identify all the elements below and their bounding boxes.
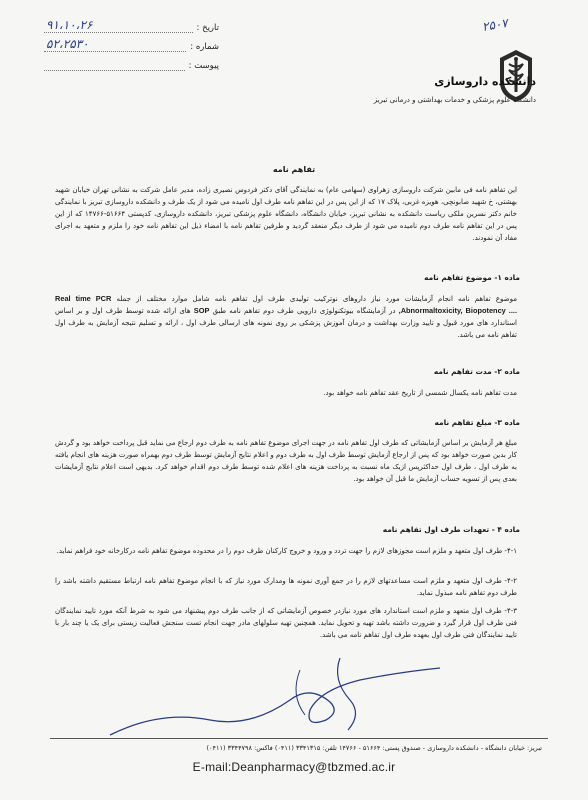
attachment-row	[44, 52, 219, 71]
university-subtitle: دانشگاه علوم پزشکی و خدمات بهداشتی و درمانی تبریز	[373, 96, 536, 104]
footer-address: تبریز: خیابان دانشگاه - دانشکده داروسازی - صندوق پستی: ۵۱۶۶۴ - ۱۴۷۶۶ تلفن: ۳۳۴۱۳۱۵ (۰۴۱۱) فاکس: ۳۳۴۴۷۹۸ (۰۴۱۱)	[206, 744, 542, 752]
university-name: دانشکده داروسازی	[434, 75, 536, 88]
date-label: تاریخ :	[196, 23, 219, 33]
clause-4-1: ۴-۱- طرف اول متعهد و ملزم است مجوزهای لازم را جهت تردد و ورود و خروج کارکنان طرف دوم را در محدوده موضوع تفاهم نامه درکارخانه خود فراهم نماید.	[56, 547, 517, 555]
article1-text-a: موضوع تفاهم نامه انجام آزمایشات مورد نیاز داروهای نوترکیب تولیدی طرف اول تفاهم نامه شامل موارد مختلف از جمله	[116, 295, 517, 303]
article1-text-b: در آزمایشگاه بیوتکنولوژی دارویی طرف دوم تفاهم نامه طبق	[212, 307, 396, 315]
article1-heading: ماده ۱- موضوع تفاهم نامه	[424, 273, 520, 282]
handwritten-signature	[100, 640, 460, 750]
clause-4-3: ۴-۳- طرف اول متعهد و ملزم است استاندارد های مورد نیازدر خصوص آزمایشاتی که از جانب طرف دوم پیشنهاد می شود به شرط آنکه مورد تایید نمایندگان فنی طرف اول قرار گیرد و ضرورت داشته باشد تهیه و تحویل نماید. همچنین تهیه سلولهای مادر جهت انجام تست سنجش فعالیت زیستی برای یک یا چند بار با تایید نمایندگان فنی طرف اول بعهده طرف اول تفاهم نامه می باشد.	[55, 607, 517, 639]
number-value: ۵۲،۲۵۳۰	[46, 37, 89, 51]
date-value: ۹۱،۱۰،۲۶	[46, 18, 93, 32]
article1-english-tests: Real time PCR ,Abnormaltoxicity, Biopotency ....	[55, 294, 517, 315]
clause-4-2: ۴-۲- طرف اول متعهد و ملزم است مساعدتهای لازم را در جمع آوری نمونه ها ومدارک مورد نیاز که با انجام موضوع تفاهم نامه ارتباط مستقیم داشته باشد را طرف دوم تفاهم نامه مبذول نماید.	[55, 577, 517, 597]
intro-paragraph: این تفاهم نامه فی مابین شرکت داروسازی زهراوی (سهامی عام) به نمایندگی آقای دکتر فردوس نصیری زاده، مدیر عامل شرکت به نشانی تهران خیابان شهید بهشتی، خ شهید صابونچی، هویزه غربی، پلاک ۱۷ که از این پس در این تفاهم نامه طرف اول نامیده می شود از یک طرف و دانشکده داروسازی تبریز با نمایندگی خانم دکتر نسرین ملکی ریاست دانشکده به نشانی تبریز، خیابان دانشگاه، دانشگاه علوم پزشکی تبریز، دانشکده داروسازی، کدپستی ۵۱۶۶۴-۱۴۷۶۶ که از این پس در این تفاهم نامه طرف دوم نامیده می شود از طرف دیگر منعقد گردید و طرفین تفاهم نامه با امضاء ذیل این تفاهم نامه خود را ملزم و متعهد به اجرای مفاد آن نمودند.	[55, 186, 517, 242]
letter-meta	[44, 14, 219, 71]
footer-email: E-mail:Deanpharmacy@tbzmed.ac.ir	[192, 760, 396, 774]
article1-text-c: های ارائه شده توسط طرف اول و بر اساس استاندارد های مورد قبول و تایید وزارت بهداشت و درمان آموزش پزشکی بر روی نمونه های ارسالی طرف اول ، ارائه و تسلیم نتیجه آزمایش به طرف اول تفاهم نامه می باشد.	[55, 307, 517, 339]
number-row	[44, 33, 219, 52]
article4-heading: ماده ۴ - تعهدات طرف اول تفاهم نامه	[382, 525, 520, 534]
corner-handwritten-note: ۲۵۰۷	[480, 15, 509, 35]
article2-paragraph: مدت تفاهم نامه یکسال شمسی از تاریخ عقد تفاهم نامه خواهد بود.	[323, 389, 517, 397]
attachment-label: پیوست :	[188, 61, 219, 71]
footer-divider	[50, 738, 548, 739]
article3-paragraph: مبلغ هر آزمایش بر اساس آزمایشاتی که طرف اول تفاهم نامه در جهت اجرای موضوع تفاهم نامه به طرف دوم ارجاع می نماید قبل پرداخت خواهد بود و گردش کار بدین صورت خواهد بود که پس از ارجاع آزمایش توسط طرف اول به طرف دوم و اعلام نتایج آزمایش توسط طرف دوم بهمراه صورت هزینه های انجام یافته به طرف اول ، طرف اول حداکثرپس ازیک ماه نسبت به پرداخت هزینه های اعلام شده توسط طرف دوم اقدام خواهد کرد. بدیهی است اعلام نتایج آزمایشات بعدی پس از تسویه حساب آزمایش ما قبل آن خواهد بود.	[55, 439, 517, 483]
article2-heading: ماده ۲- مدت تفاهم نامه	[433, 367, 520, 376]
article1-sop: SOP	[193, 306, 210, 315]
date-row	[44, 14, 219, 33]
article1-paragraph	[55, 293, 517, 341]
article3-heading: ماده ۳- مبلغ تفاهم نامه	[434, 418, 520, 427]
number-label: شماره :	[190, 42, 219, 52]
document-title: تفاهم نامه	[272, 165, 316, 174]
